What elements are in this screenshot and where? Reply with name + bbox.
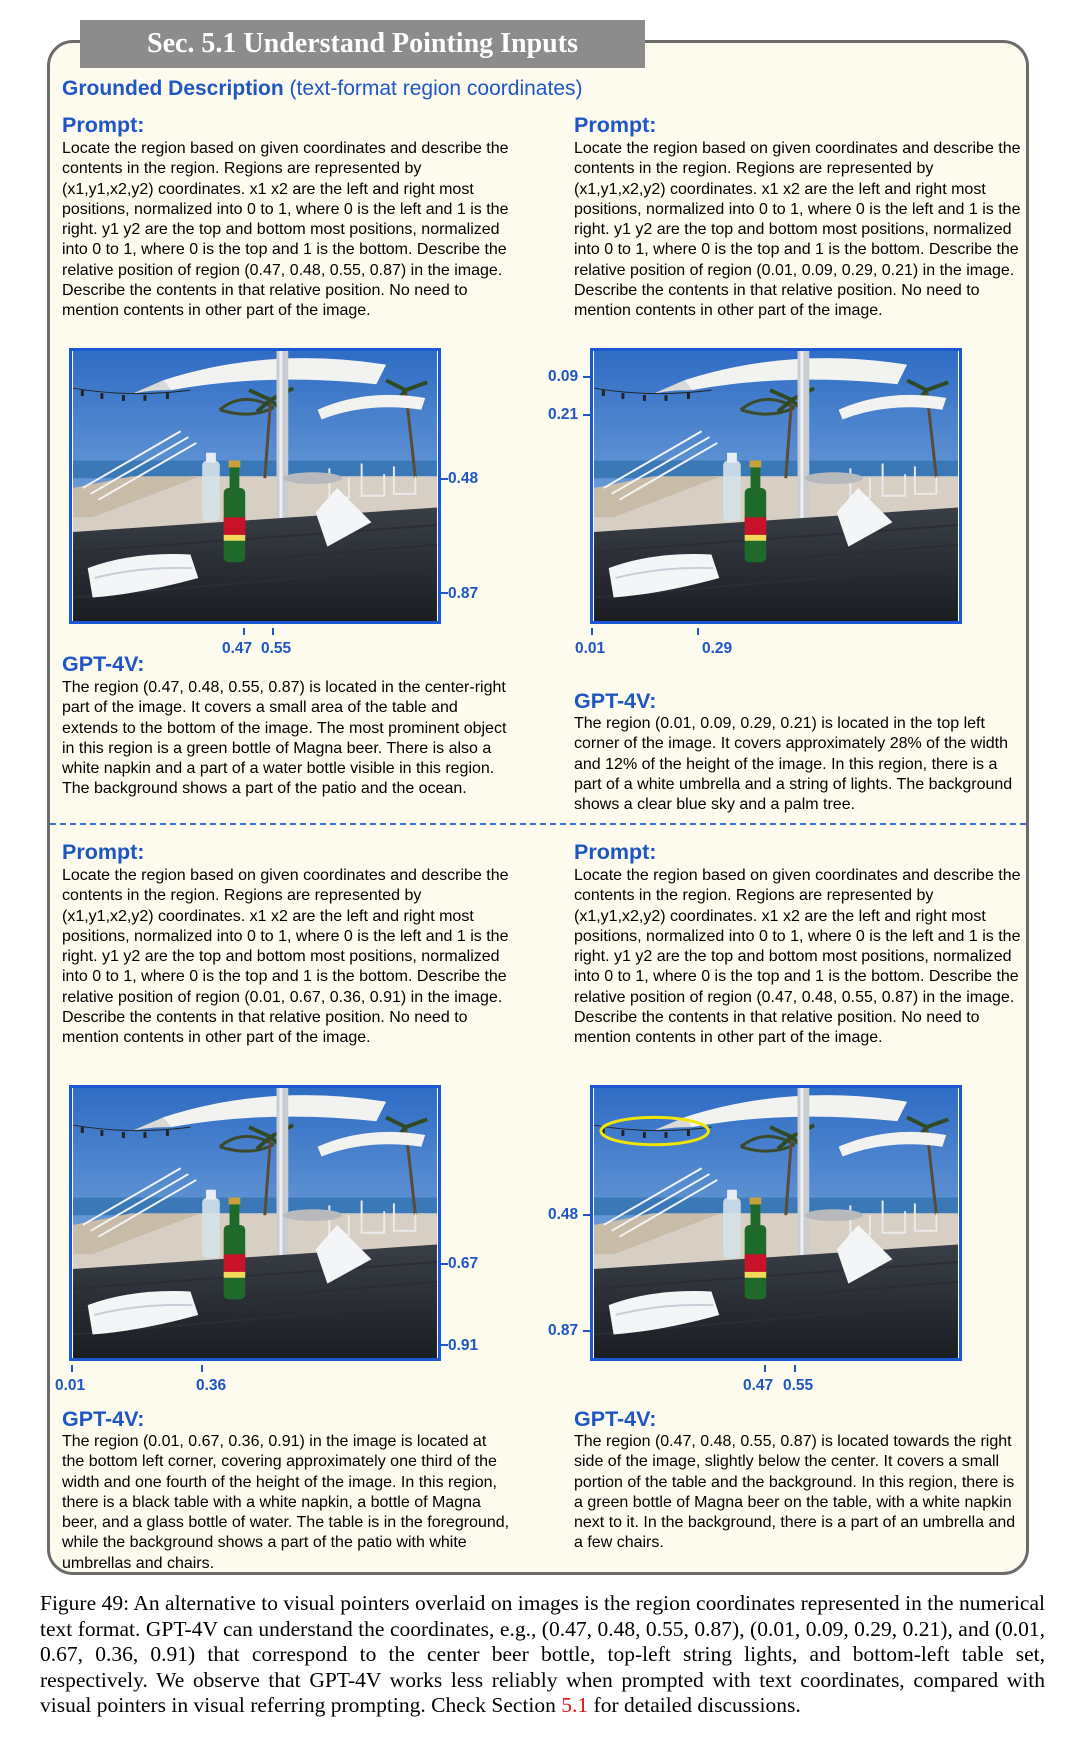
patio-scene — [593, 351, 959, 621]
y-tick — [441, 478, 448, 480]
x-tick — [764, 1365, 766, 1372]
example-divider — [50, 823, 1026, 825]
section-title: Sec. 5.1 Understand Pointing Inputs — [80, 20, 645, 68]
y-tick — [441, 1263, 448, 1265]
x-tick — [794, 1365, 796, 1372]
x-tick — [591, 628, 593, 635]
caption-text-end: for detailed discussions. — [593, 1693, 801, 1718]
grounded-title: Grounded Description — [62, 77, 284, 100]
x-coord-label: 0.55 — [783, 1377, 814, 1394]
prompt-text: Locate the region based on given coordinates and describe the contents in the region. Regions are represented by (x1,y1,x2,y2) coordinates. x1 x2 are the left and right most positions, normalized into 0 to 1, where 0 is the left and 1 is the right. y1 y2 are the top and bottom most positions, normalized into 0 to 1, where 0 is the top and 1 is the bottom. Describe the relative position of region (0.01, 0.67, 0.36, 0.91) in the image. Describe the contents in that relative position. No need to mention contents in other part of the image. — [62, 867, 509, 1047]
y-tick — [583, 1330, 590, 1332]
x-coord-label: 0.29 — [702, 640, 733, 657]
x-tick — [243, 628, 245, 635]
patio-photo — [590, 348, 962, 624]
y-tick — [583, 376, 590, 378]
gpt4v-label: GPT-4V: — [574, 689, 657, 713]
prompt-text: Locate the region based on given coordinates and describe the contents in the region. Regions are represented by (x1,y1,x2,y2) coordinates. x1 x2 are the left and right most positions, normalized into 0 to 1, where 0 is the left and 1 is the right. y1 y2 are the top and bottom most positions, normalized into 0 to 1, where 0 is the top and 1 is the bottom. Describe the relative position of region (0.47, 0.48, 0.55, 0.87) in the image. Describe the contents in that relative position. No need to mention contents in other part of the image. — [62, 140, 509, 320]
figure-caption — [40, 1591, 1045, 1719]
gpt4v-label: GPT-4V: — [62, 1407, 145, 1431]
section-reference-link[interactable]: 5.1 — [561, 1693, 589, 1718]
prompt-text: Locate the region based on given coordinates and describe the contents in the region. Regions are represented by (x1,y1,x2,y2) coordinates. x1 x2 are the left and right most positions, normalized into 0 to 1, where 0 is the left and 1 is the right. y1 y2 are the top and bottom most positions, normalized into 0 to 1, where 0 is the top and 1 is the bottom. Describe the relative position of region (0.01, 0.09, 0.29, 0.21) in the image. Describe the contents in that relative position. No need to mention contents in other part of the image. — [574, 140, 1021, 320]
patio-scene — [72, 351, 438, 621]
prompt-text: Locate the region based on given coordinates and describe the contents in the region. Regions are represented by (x1,y1,x2,y2) coordinates. x1 x2 are the left and right most positions, normalized into 0 to 1, where 0 is the left and 1 is the right. y1 y2 are the top and bottom most positions, normalized into 0 to 1, where 0 is the top and 1 is the bottom. Describe the relative position of region (0.47, 0.48, 0.55, 0.87) in the image. Describe the contents in that relative position. No need to mention contents in other part of the image. — [574, 867, 1021, 1047]
x-coord-label: 0.55 — [261, 640, 292, 657]
y-tick — [583, 1214, 590, 1216]
y-coord-label: 0.67 — [448, 1255, 479, 1272]
y-tick — [441, 1344, 448, 1346]
gpt4v-answer: The region (0.47, 0.48, 0.55, 0.87) is located towards the right side of the image, slightly below the center. It covers a small portion of the table and the background. In this region, there is a green bottle of Magna beer on the table, with a white napkin next to it. In the background, there is a part of an umbrella and a few chairs. — [574, 1433, 1016, 1552]
gpt4v-answer: The region (0.01, 0.09, 0.29, 0.21) is located in the top left corner of the image. It covers approximately 28% of the width and 12% of the height of the image. In this region, there is a part of a white umbrella and a string of lights. The background shows a clear blue sky and a palm tree. — [574, 715, 1013, 814]
x-tick — [697, 628, 699, 635]
prompt-label: Prompt: — [62, 840, 145, 864]
patio-scene — [593, 1088, 959, 1358]
y-tick — [583, 414, 590, 416]
patio-scene — [72, 1088, 438, 1358]
y-coord-label: 0.21 — [548, 406, 579, 423]
patio-photo — [590, 1085, 962, 1361]
x-tick — [71, 1365, 73, 1372]
patio-photo — [69, 348, 441, 624]
y-coord-label: 0.91 — [448, 1337, 479, 1354]
y-tick — [441, 592, 448, 594]
gpt4v-answer: The region (0.47, 0.48, 0.55, 0.87) is located in the center-right part of the image. It covers a small area of the table and extends to the bottom of the image. The most prominent object in this region is a green bottle of Magna beer. There is also a white napkin and a part of a water bottle visible in this region. The background shows a part of the patio and the ocean. — [62, 679, 507, 798]
y-coord-label: 0.87 — [548, 1322, 579, 1339]
y-coord-label: 0.09 — [548, 368, 579, 385]
y-coord-label: 0.48 — [548, 1206, 579, 1223]
y-coord-label: 0.48 — [448, 470, 479, 487]
x-coord-label: 0.01 — [575, 640, 606, 657]
grounded-description-heading — [62, 77, 583, 101]
x-coord-label: 0.47 — [743, 1377, 774, 1394]
patio-photo — [69, 1085, 441, 1361]
x-coord-label: 0.47 — [222, 640, 253, 657]
x-coord-label: 0.01 — [55, 1377, 86, 1394]
prompt-label: Prompt: — [62, 113, 145, 137]
prompt-label: Prompt: — [574, 113, 657, 137]
caption-text: Figure 49: An alternative to visual pointers overlaid on images is the region coordinates represented in the numerical text format. GPT-4V can understand the coordinates, e.g., (0.47, 0.48, 0.55, 0.87), (0.01, 0.09, 0.29, 0.21), and (0.01, 0.67, 0.36, 0.91) that correspond to the center beer bottle, top-left string lights, and bottom-left table set, respectively. We observe that GPT-4V works less reliably when prompted with text coordinates, compared with visual pointers in visual referring prompting. Check Section — [40, 1591, 1045, 1718]
prompt-label: Prompt: — [574, 840, 657, 864]
x-tick — [272, 628, 274, 635]
gpt4v-answer: The region (0.01, 0.67, 0.36, 0.91) in the image is located at the bottom left corner, covering approximately one third of the width and one fourth of the height of the image. In this region, there is a black table with a white napkin, a bottle of Magna beer, and a glass bottle of water. The table is in the foreground, while the background shows a part of the patio with white umbrellas and chairs. — [62, 1433, 510, 1572]
gpt4v-label: GPT-4V: — [574, 1407, 657, 1431]
x-tick — [201, 1365, 203, 1372]
gpt4v-label: GPT-4V: — [62, 652, 145, 676]
x-coord-label: 0.36 — [196, 1377, 227, 1394]
grounded-subtitle: (text-format region coordinates) — [289, 77, 583, 100]
y-coord-label: 0.87 — [448, 585, 479, 602]
